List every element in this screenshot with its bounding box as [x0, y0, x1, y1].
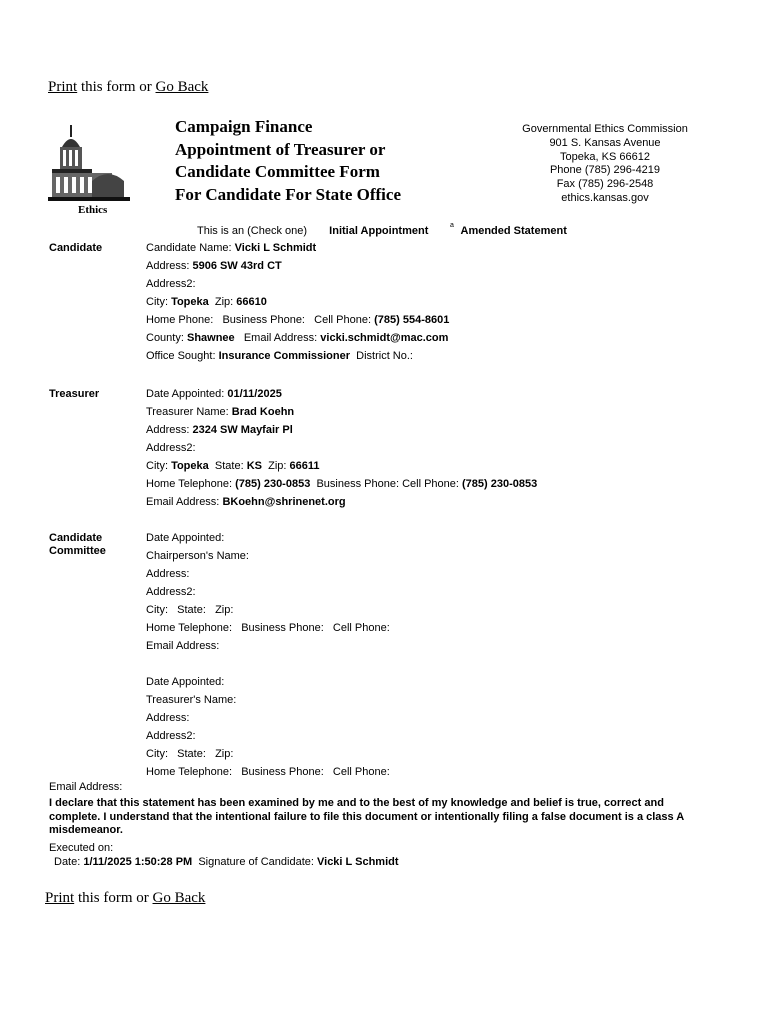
go-back-link[interactable]: Go Back	[152, 890, 206, 906]
execution-date: 1/11/2025 1:50:28 PM	[83, 856, 193, 868]
initial-appointment-option: Initial Appointment	[329, 225, 429, 237]
field-label: Home Phone:	[146, 314, 214, 326]
agency-line: 901 S. Kansas Avenue	[549, 136, 661, 149]
committee-section-label	[49, 532, 106, 558]
agency-address	[505, 123, 705, 206]
field-label: State:	[214, 460, 244, 472]
candidate-cell-phone: (785) 554-8601	[374, 314, 450, 326]
field-label: City:	[146, 296, 168, 308]
field-label: Candidate Name:	[146, 242, 232, 254]
bottom-nav	[45, 890, 205, 907]
candidate-address-row	[146, 260, 282, 272]
title-line: For Candidate For State Office	[175, 184, 401, 204]
treasurer-state: KS	[246, 460, 262, 472]
treasurer-date-row	[146, 388, 282, 400]
signature-row	[54, 856, 399, 868]
field-label: District No.:	[356, 350, 413, 362]
field-label: Business Phone:	[316, 478, 400, 490]
agency-line: Phone (785) 296-4219	[549, 164, 661, 177]
candidate-signature: Vicki L Schmidt	[317, 856, 399, 868]
committee-chair-row: Chairperson's Name:	[146, 550, 249, 562]
field-label: Date Appointed:	[146, 388, 225, 400]
field-label: Email Address:	[243, 332, 318, 344]
field-label: Home Telephone:	[146, 478, 233, 490]
field-label: Address:	[146, 424, 190, 436]
treasurer-date: 01/11/2025	[227, 388, 282, 400]
candidate-county-row	[146, 332, 448, 344]
committee-label-line: Candidate	[49, 532, 103, 544]
go-back-link[interactable]: Go Back	[155, 79, 209, 95]
declaration-text: I declare that this statement has been examined by me and to the best of my knowledge and belief is true, correct and complete. I understand that the intentional failure to file this document or intentionally filing a false document is a class A misdemeanor.	[49, 797, 684, 836]
committee-treasurer-address-row: Address:	[146, 712, 190, 724]
field-label: Signature of Candidate:	[198, 856, 314, 868]
agency-line: Topeka, KS 66612	[560, 150, 650, 163]
amended-statement-option: Amended Statement	[460, 225, 567, 237]
title-line: Appointment of Treasurer or	[175, 139, 386, 159]
committee-label-line: Committee	[49, 545, 106, 557]
executed-on-label: Executed on:	[49, 842, 114, 854]
committee-address-row: Address:	[146, 568, 190, 580]
candidate-email: vicki.schmidt@mac.com	[320, 332, 449, 344]
committee-phone-row: Home Telephone: Business Phone: Cell Phone:	[146, 622, 390, 634]
form-title	[175, 116, 401, 206]
committee-treasurer-phone-row: Home Telephone: Business Phone: Cell Phone:	[146, 766, 390, 778]
treasurer-address: 2324 SW Mayfair Pl	[192, 424, 293, 436]
top-nav	[48, 79, 208, 96]
committee-date-row: Date Appointed:	[146, 532, 225, 544]
title-line: Campaign Finance	[175, 117, 313, 136]
field-label: Date:	[54, 856, 81, 868]
treasurer-phone-row	[146, 478, 537, 490]
field-label: Email Address:	[146, 496, 220, 508]
field-label: Office Sought:	[146, 350, 216, 362]
committee-treasurer-address2-row: Address2:	[146, 730, 196, 742]
treasurer-home-tel: (785) 230-0853	[235, 478, 311, 490]
logo-text: Ethics	[78, 204, 108, 215]
print-link[interactable]: Print	[48, 79, 78, 95]
candidate-city: Topeka	[171, 296, 209, 308]
candidate-phone-row	[146, 314, 449, 326]
treasurer-cell-phone: (785) 230-0853	[462, 478, 538, 490]
print-link[interactable]: Print	[45, 890, 75, 906]
treasurer-address2-row	[146, 442, 196, 454]
committee-treasurer-name-row: Treasurer's Name:	[146, 694, 237, 706]
candidate-county: Shawnee	[186, 332, 235, 344]
candidate-name: Vicki L Schmidt	[234, 242, 317, 254]
committee-city-row: City: State: Zip:	[146, 604, 234, 616]
field-label: County:	[146, 332, 184, 344]
candidate-office: Insurance Commissioner	[218, 350, 351, 362]
committee-treasurer-email-row: Email Address:	[49, 781, 123, 793]
candidate-office-row	[146, 350, 413, 362]
check-mark: a	[450, 222, 454, 229]
treasurer-city: Topeka	[171, 460, 209, 472]
treasurer-zip: 66611	[289, 460, 320, 472]
statement-type-prefix: This is an (Check one)	[197, 225, 308, 237]
title-line: Candidate Committee Form	[175, 162, 380, 181]
treasurer-email-row	[146, 496, 346, 508]
agency-line: ethics.kansas.gov	[561, 191, 649, 204]
candidate-section-label: Candidate	[49, 242, 103, 254]
committee-treasurer-city-row: City: State: Zip:	[146, 748, 234, 760]
field-label: Zip:	[268, 460, 287, 472]
field-label: Address:	[146, 260, 190, 272]
treasurer-name-row	[146, 406, 294, 418]
agency-line: Fax (785) 296-2548	[556, 178, 654, 191]
field-label: Treasurer Name:	[146, 406, 229, 418]
field-label: Address2:	[146, 442, 196, 454]
nav-text: this form or	[77, 79, 156, 95]
treasurer-address-row	[146, 424, 293, 436]
ethics-commission-logo	[48, 117, 130, 215]
candidate-zip: 66610	[236, 296, 267, 308]
field-label: Cell Phone:	[402, 478, 459, 490]
treasurer-email: BKoehn@shrinenet.org	[222, 496, 346, 508]
committee-address2-row: Address2:	[146, 586, 196, 598]
candidate-name-row	[146, 242, 316, 254]
nav-text: this form or	[74, 890, 153, 906]
candidate-address2-row	[146, 278, 196, 290]
field-label: Zip:	[214, 296, 234, 308]
candidate-address: 5906 SW 43rd CT	[192, 260, 282, 272]
treasurer-city-row	[146, 460, 320, 472]
committee-email-row: Email Address:	[146, 640, 220, 652]
field-label: City:	[146, 460, 168, 472]
field-label: Address2:	[146, 278, 196, 290]
treasurer-section-label: Treasurer	[49, 388, 100, 400]
field-label: Business Phone:	[222, 314, 305, 326]
treasurer-name: Brad Koehn	[231, 406, 295, 418]
candidate-city-row	[146, 296, 267, 308]
field-label: Cell Phone:	[314, 314, 372, 326]
committee-treasurer-date-row: Date Appointed:	[146, 676, 225, 688]
agency-line: Governmental Ethics Commission	[522, 123, 688, 135]
statement-type	[197, 225, 567, 237]
